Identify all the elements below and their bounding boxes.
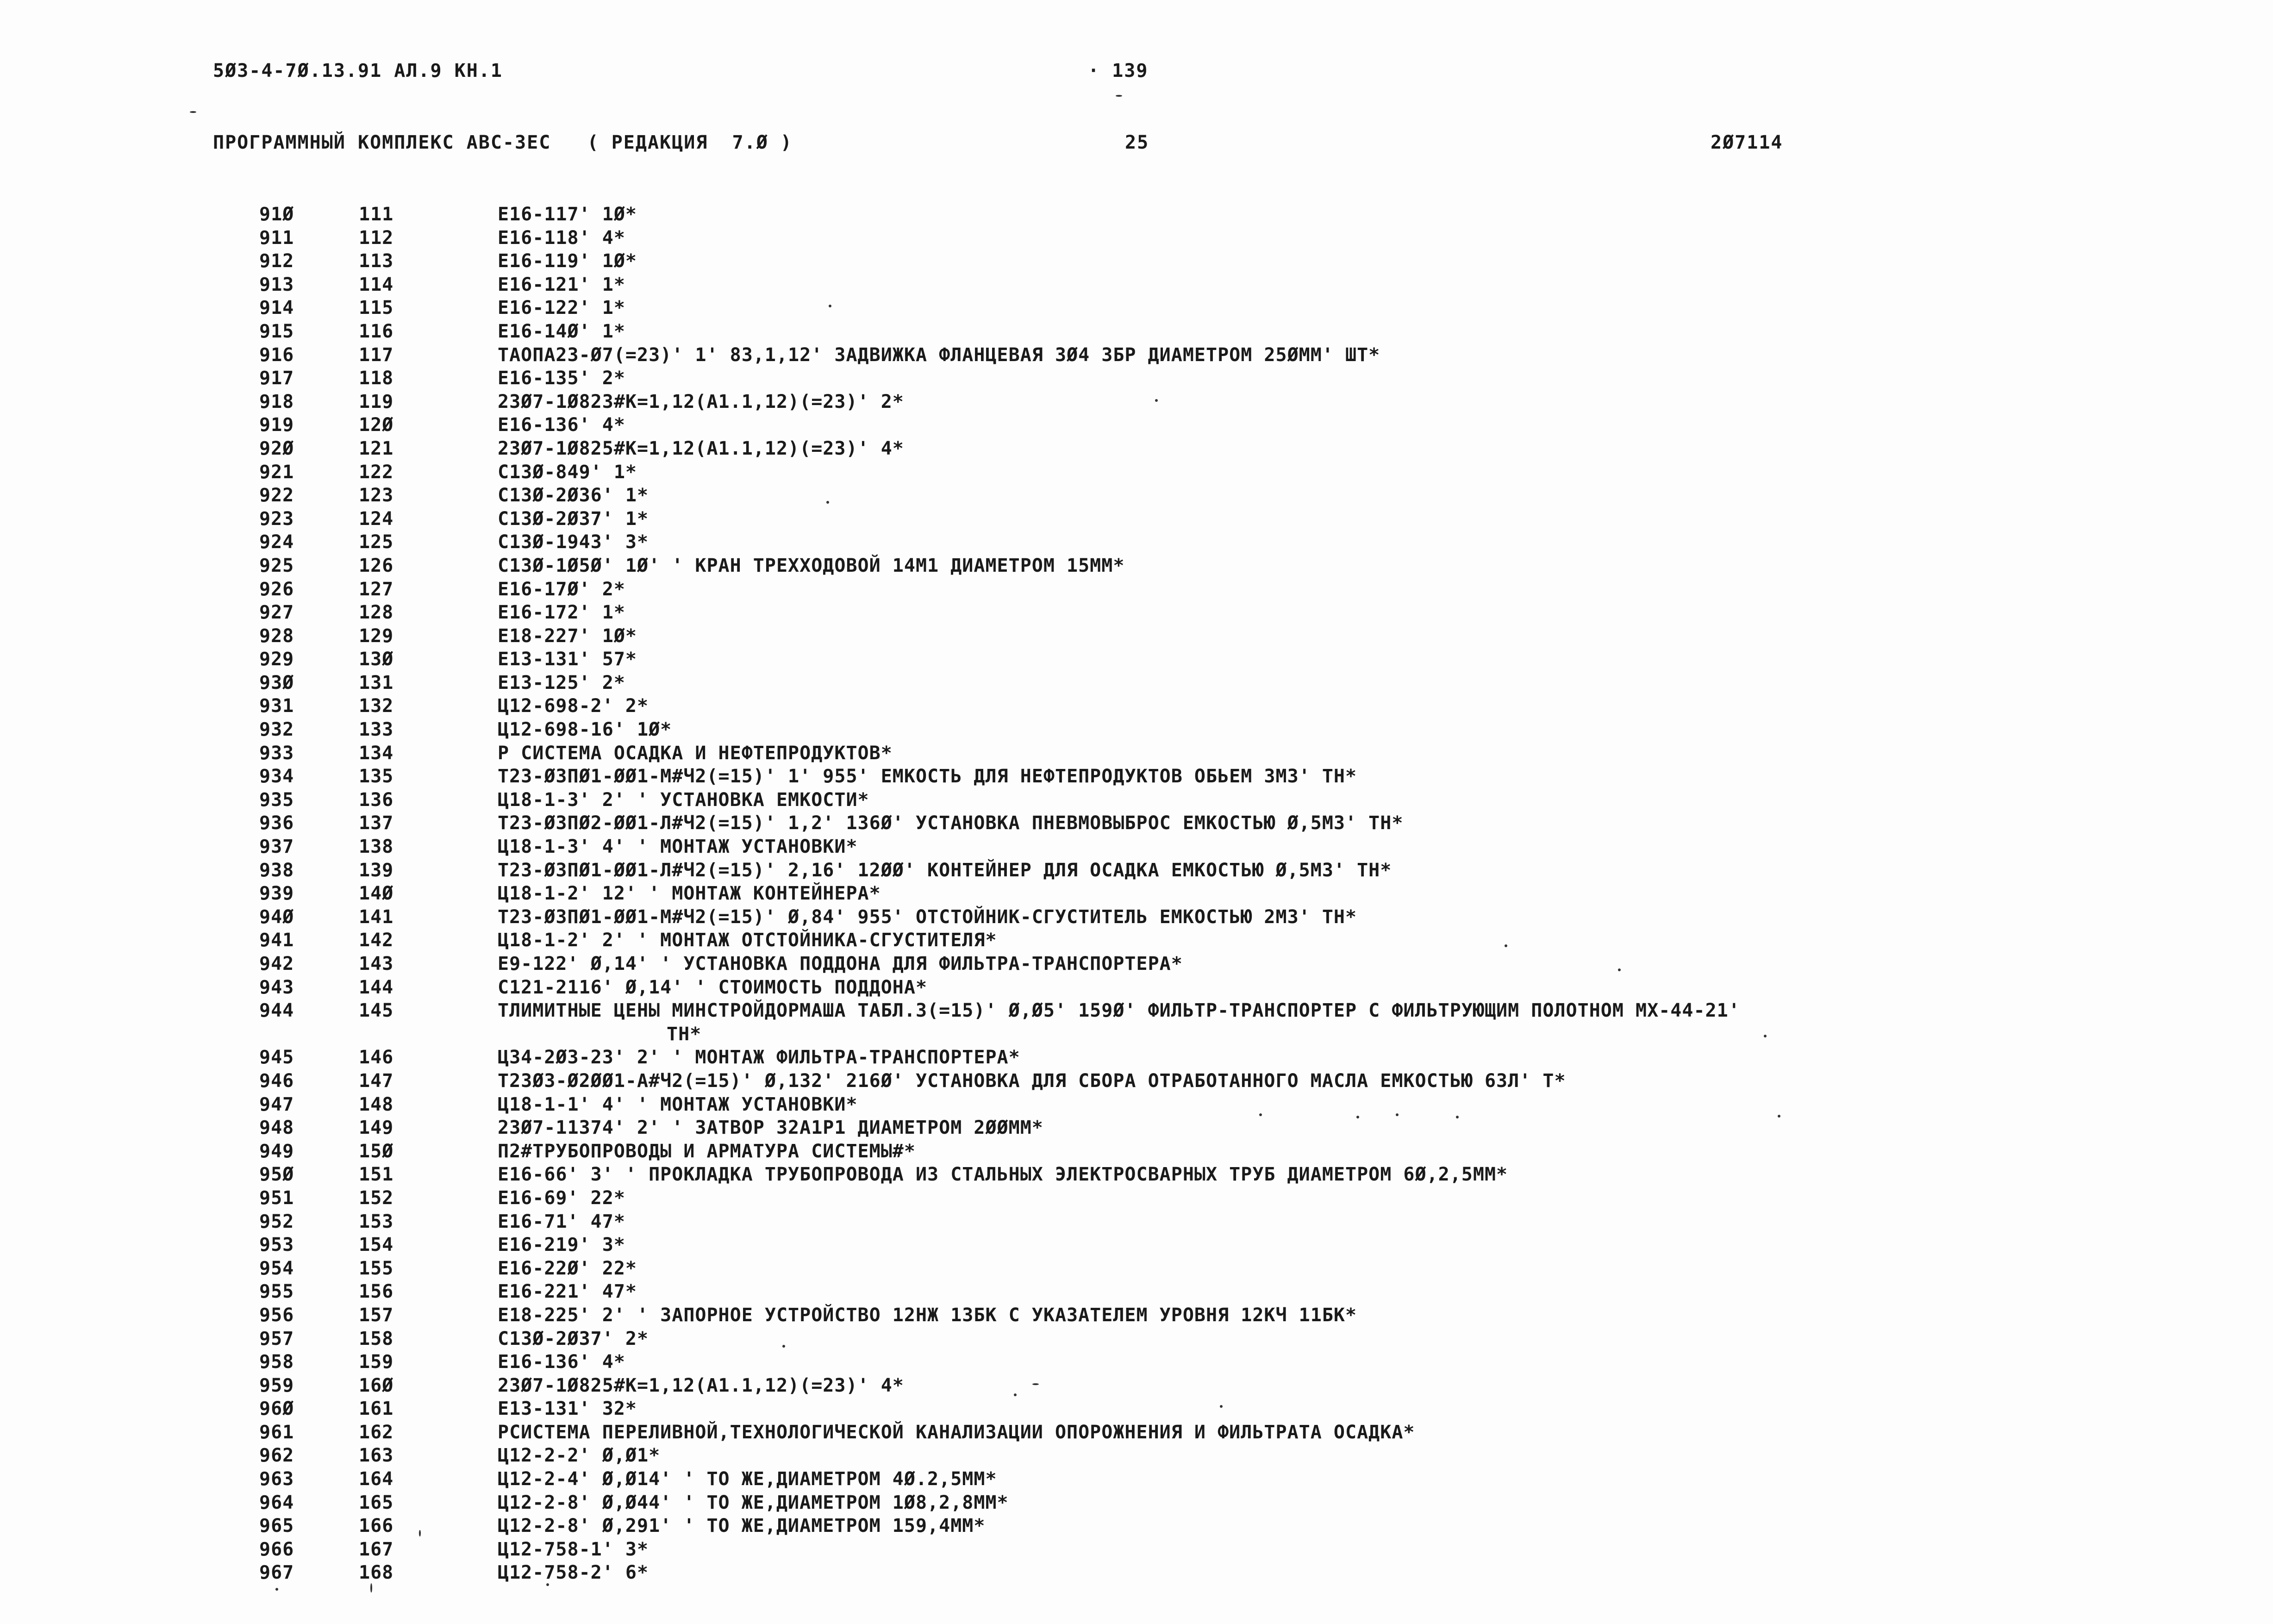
sequence-number: 145 <box>359 1000 394 1022</box>
entry-text: Т23Ø3-Ø2ØØ1-А#Ч2(=15)' Ø,132' 216Ø' УСТАНОВКА ДЛЯ СБОРА ОТРАБОТАННОГО МАСЛА ЕМКОСТЬЮ 63Л' Т* <box>498 1070 1566 1092</box>
listing-row <box>0 226 2273 250</box>
sequence-number: 159 <box>359 1351 394 1373</box>
listing-row <box>0 718 2273 742</box>
sheet-number: 25 <box>1125 132 1149 153</box>
entry-text: Ц12-758-2' 6* <box>498 1562 649 1584</box>
entry-text: Ц12-698-2' 2* <box>498 695 649 717</box>
document-code: 5Ø3-4-7Ø.13.91 АЛ.9 КН.1 <box>213 60 503 81</box>
sequence-number: 112 <box>359 227 394 249</box>
sequence-number: 13Ø <box>359 649 394 670</box>
scan-speck <box>1618 968 1621 971</box>
listing-row <box>0 1538 2273 1562</box>
entry-text: Е9-122' Ø,14' ' УСТАНОВКА ПОДДОНА ДЛЯ ФИЛЬТРА-ТРАНСПОРТЕРА* <box>498 953 1183 974</box>
line-number: 922 <box>259 485 294 506</box>
entry-text: 23Ø7-1Ø825#К=1,12(А1.1,12)(=23)' 4* <box>498 437 904 459</box>
listing-row <box>0 484 2273 507</box>
listing-row <box>0 694 2273 718</box>
sequence-number: 144 <box>359 976 394 998</box>
line-number: 912 <box>259 250 294 272</box>
sequence-number: 166 <box>359 1515 394 1537</box>
entry-text: Е16-71' 47* <box>498 1211 625 1232</box>
listing-row <box>0 1327 2273 1351</box>
scan-speck <box>1396 1113 1399 1116</box>
listing-row <box>0 952 2273 976</box>
sequence-number: 131 <box>359 672 394 693</box>
entry-text: Е13-131' 32* <box>498 1398 637 1420</box>
entry-text: Е16-17Ø' 2* <box>498 578 625 600</box>
line-number: 916 <box>259 344 294 366</box>
sequence-number: 128 <box>359 602 394 624</box>
sequence-number: 117 <box>359 344 394 366</box>
line-number: 957 <box>259 1328 294 1349</box>
sequence-number: 162 <box>359 1421 394 1443</box>
entry-text: ТЛИМИТНЫЕ ЦЕНЫ МИНСТРОЙДОРМАША ТАБЛ.3(=15)' Ø,Ø5' 159Ø' ФИЛЬТР-ТРАНСПОРТЕР С ФИЛЬТРУЮЩИМ ПОЛОТНОМ МХ-44-21' <box>498 1000 1740 1022</box>
line-number: 915 <box>259 320 294 342</box>
listing-row <box>0 578 2273 601</box>
entry-text: 23Ø7-1Ø825#К=1,12(А1.1,12)(=23)' 4* <box>498 1374 904 1396</box>
scan-speck <box>1456 1116 1459 1118</box>
listing-row <box>0 1514 2273 1538</box>
entry-text: РСИСТЕМА ПЕРЕЛИВНОЙ,ТЕХНОЛОГИЧЕСКОЙ КАНАЛИЗАЦИИ ОПОРОЖНЕНИЯ И ФИЛЬТРАТА ОСАДКА* <box>498 1421 1415 1443</box>
sequence-number: 139 <box>359 859 394 881</box>
line-number: 948 <box>259 1117 294 1139</box>
entry-text: Ц18-1-1' 4' ' МОНТАЖ УСТАНОВКИ* <box>498 1093 858 1115</box>
entry-text: Е16-118' 4* <box>498 227 625 249</box>
listing-row <box>0 461 2273 484</box>
entry-text: Ц34-2Ø3-23' 2' ' МОНТАЖ ФИЛЬТРА-ТРАНСПОРТЕРА* <box>498 1047 1020 1068</box>
listing-row <box>0 1210 2273 1234</box>
sequence-number: 154 <box>359 1234 394 1256</box>
listing-row <box>0 437 2273 461</box>
program-title: ПРОГРАММНЫЙ КОМПЛЕКС АВС-3ЕС ( РЕДАКЦИЯ 7.Ø ) <box>213 132 793 153</box>
listing-row <box>0 203 2273 226</box>
line-number: 956 <box>259 1304 294 1326</box>
line-number: 914 <box>259 297 294 319</box>
listing-row <box>0 976 2273 999</box>
listing-row <box>0 1350 2273 1374</box>
listing-row-continuation <box>0 1023 2273 1046</box>
line-number: 95Ø <box>259 1164 294 1186</box>
line-number: 943 <box>259 976 294 998</box>
entry-text: С13Ø-1943' 3* <box>498 531 649 553</box>
entry-text: С121-2116' Ø,14' ' СТОИМОСТЬ ПОДДОНА* <box>498 976 928 998</box>
entry-text: Т23-Ø3ПØ1-ØØ1-М#Ч2(=15)' Ø,84' 955' ОТСТОЙНИК-СГУСТИТЕЛЬ ЕМКОСТЬЮ 2М3' ТН* <box>498 906 1357 928</box>
entry-text: Т23-Ø3ПØ1-ØØ1-Л#Ч2(=15)' 2,16' 12ØØ' КОНТЕЙНЕР ДЛЯ ОСАДКА ЕМКОСТЬЮ Ø,5М3' ТН* <box>498 859 1392 881</box>
entry-text: Е13-131' 57* <box>498 649 637 670</box>
line-number: 921 <box>259 461 294 483</box>
sequence-number: 124 <box>359 508 394 530</box>
entry-text-continuation: ТН* <box>667 1023 702 1045</box>
line-number: 931 <box>259 695 294 717</box>
listing-row <box>0 765 2273 788</box>
listing-row <box>0 812 2273 835</box>
entry-text: Ц12-2-8' Ø,Ø44' ' ТО ЖЕ,ДИАМЕТРОМ 1Ø8,2,8ММ* <box>498 1492 1009 1513</box>
listing-row <box>0 531 2273 554</box>
line-number: 96Ø <box>259 1398 294 1420</box>
sequence-number: 143 <box>359 953 394 974</box>
entry-text: С13Ø-2Ø37' 2* <box>498 1328 649 1349</box>
entry-text: Е18-225' 2' ' ЗАПОРНОЕ УСТРОЙСТВО 12НЖ 13БК С УКАЗАТЕЛЕМ УРОВНЯ 12КЧ 11БК* <box>498 1304 1357 1326</box>
listing-row <box>0 1421 2273 1444</box>
listing-row <box>0 344 2273 367</box>
line-number: 94Ø <box>259 906 294 928</box>
entry-text: Ц12-698-16' 1Ø* <box>498 719 672 741</box>
sequence-number: 15Ø <box>359 1140 394 1162</box>
line-number: 963 <box>259 1468 294 1490</box>
line-number: 965 <box>259 1515 294 1537</box>
line-number: 925 <box>259 555 294 576</box>
listing-row <box>0 1444 2273 1468</box>
sequence-number: 164 <box>359 1468 394 1490</box>
scan-speck <box>829 305 831 307</box>
entry-text: Е16-135' 2* <box>498 368 625 389</box>
sequence-number: 118 <box>359 368 394 389</box>
line-number: 953 <box>259 1234 294 1256</box>
sequence-number: 115 <box>359 297 394 319</box>
entry-text: Е16-136' 4* <box>498 414 625 436</box>
scan-speck <box>419 1530 421 1537</box>
sequence-number: 123 <box>359 485 394 506</box>
sequence-number: 158 <box>359 1328 394 1349</box>
listing-row <box>0 1374 2273 1398</box>
scan-speck <box>1764 1035 1767 1037</box>
entry-text: Ц12-2-4' Ø,Ø14' ' ТО ЖЕ,ДИАМЕТРОМ 4Ø.2,5ММ* <box>498 1468 997 1490</box>
sequence-number: 157 <box>359 1304 394 1326</box>
sequence-number: 14Ø <box>359 883 394 905</box>
listing-row <box>0 1116 2273 1140</box>
sequence-number: 136 <box>359 789 394 811</box>
scan-speck <box>1032 1383 1039 1385</box>
listing-row <box>0 273 2273 297</box>
listing-row <box>0 648 2273 671</box>
scan-speck <box>1778 1115 1780 1118</box>
scan-speck <box>370 1583 372 1593</box>
listing-row <box>0 788 2273 812</box>
line-number: 924 <box>259 531 294 553</box>
sequence-number: 155 <box>359 1257 394 1279</box>
line-number: 958 <box>259 1351 294 1373</box>
entry-text: Е16-69' 22* <box>498 1187 625 1209</box>
entry-text: П2#ТРУБОПРОВОДЫ И АРМАТУРА СИСТЕМЫ#* <box>498 1140 916 1162</box>
entry-text: Е16-172' 1* <box>498 602 625 624</box>
scan-speck <box>1505 944 1507 947</box>
sequence-number: 16Ø <box>359 1374 394 1396</box>
entry-text: Ц18-1-2' 12' ' МОНТАЖ КОНТЕЙНЕРА* <box>498 883 881 905</box>
entry-text: Ц12-2-8' Ø,291' ' ТО ЖЕ,ДИАМЕТРОМ 159,4ММ* <box>498 1515 986 1537</box>
line-number: 937 <box>259 836 294 858</box>
line-number: 911 <box>259 227 294 249</box>
entry-text: 23Ø7-1Ø823#К=1,12(А1.1,12)(=23)' 2* <box>498 391 904 412</box>
line-number: 955 <box>259 1281 294 1303</box>
scan-speck <box>1356 1116 1359 1118</box>
listing-row <box>0 1397 2273 1421</box>
sequence-number: 119 <box>359 391 394 412</box>
line-number: 934 <box>259 766 294 787</box>
sequence-number: 113 <box>359 250 394 272</box>
line-number: 942 <box>259 953 294 974</box>
scan-speck <box>1259 1113 1262 1116</box>
line-number: 945 <box>259 1047 294 1068</box>
sequence-number: 114 <box>359 274 394 295</box>
sequence-number: 146 <box>359 1047 394 1068</box>
entry-text: Е16-22Ø' 22* <box>498 1257 637 1279</box>
listing-row <box>0 929 2273 952</box>
line-number: 961 <box>259 1421 294 1443</box>
line-number: 926 <box>259 578 294 600</box>
line-number: 933 <box>259 742 294 764</box>
entry-text: Е16-122' 1* <box>498 297 625 319</box>
entry-text: Е16-219' 3* <box>498 1234 625 1256</box>
listing-row <box>0 1140 2273 1163</box>
scan-speck <box>546 1583 549 1586</box>
line-number: 962 <box>259 1445 294 1467</box>
estimate-listing <box>0 203 2273 1585</box>
listing-row <box>0 1468 2273 1491</box>
line-number: 918 <box>259 391 294 412</box>
line-number: 91Ø <box>259 204 294 225</box>
sequence-number: 149 <box>359 1117 394 1139</box>
line-number: 939 <box>259 883 294 905</box>
entry-text: Т23-Ø3ПØ2-ØØ1-Л#Ч2(=15)' 1,2' 136Ø' УСТАНОВКА ПНЕВМОВЫБРОС ЕМКОСТЬЮ Ø,5М3' ТН* <box>498 812 1404 834</box>
line-number: 951 <box>259 1187 294 1209</box>
entry-text: Е16-221' 47* <box>498 1281 637 1303</box>
entry-text: Е16-136' 4* <box>498 1351 625 1373</box>
scan-speck <box>1220 1405 1223 1408</box>
sequence-number: 163 <box>359 1445 394 1467</box>
listing-row <box>0 906 2273 929</box>
entry-text: Е16-14Ø' 1* <box>498 320 625 342</box>
listing-row <box>0 554 2273 578</box>
sequence-number: 161 <box>359 1398 394 1420</box>
sequence-number: 122 <box>359 461 394 483</box>
sequence-number: 142 <box>359 930 394 951</box>
entry-text: Е13-125' 2* <box>498 672 625 693</box>
line-number: 919 <box>259 414 294 436</box>
sequence-number: 132 <box>359 695 394 717</box>
sequence-number: 129 <box>359 625 394 647</box>
scan-speck <box>826 501 829 504</box>
sequence-number: 168 <box>359 1562 394 1584</box>
sequence-number: 152 <box>359 1187 394 1209</box>
line-number: 967 <box>259 1562 294 1584</box>
listing-row <box>0 1561 2273 1585</box>
line-number: 966 <box>259 1538 294 1560</box>
listing-row <box>0 507 2273 531</box>
listing-row <box>0 601 2273 625</box>
listing-row <box>0 296 2273 320</box>
sequence-number: 148 <box>359 1093 394 1115</box>
line-number: 947 <box>259 1093 294 1115</box>
listing-row <box>0 1069 2273 1093</box>
sequence-number: 133 <box>359 719 394 741</box>
entry-text: С13Ø-2Ø37' 1* <box>498 508 649 530</box>
entry-text: Е16-66' 3' ' ПРОКЛАДКА ТРУБОПРОВОДА ИЗ СТАЛЬНЫХ ЭЛЕКТРОСВАРНЫХ ТРУБ ДИАМЕТРОМ 6Ø,2,5ММ* <box>498 1164 1508 1186</box>
listing-row <box>0 1046 2273 1069</box>
sequence-number: 134 <box>359 742 394 764</box>
listing-row <box>0 882 2273 906</box>
entry-text: ТАОПА23-Ø7(=23)' 1' 83,1,12' ЗАДВИЖКА ФЛАНЦЕВАЯ 3Ø4 3БР ДИАМЕТРОМ 25ØММ' ШТ* <box>498 344 1380 366</box>
listing-row <box>0 1187 2273 1210</box>
listing-row <box>0 250 2273 273</box>
entry-text: С13Ø-1Ø5Ø' 1Ø' ' КРАН ТРЕХХОДОВОЙ 14М1 ДИАМЕТРОМ 15ММ* <box>498 555 1125 576</box>
scan-speck <box>782 1345 785 1348</box>
line-number: 928 <box>259 625 294 647</box>
sequence-number: 111 <box>359 204 394 225</box>
sequence-number: 127 <box>359 578 394 600</box>
sequence-number: 153 <box>359 1211 394 1232</box>
entry-text: Ц18-1-2' 2' ' МОНТАЖ ОТСТОЙНИКА-СГУСТИТЕЛЯ* <box>498 930 997 951</box>
listing-row <box>0 1491 2273 1515</box>
scan-speck <box>190 111 196 113</box>
line-number: 941 <box>259 930 294 951</box>
scan-speck <box>1014 1393 1017 1396</box>
sequence-number: 165 <box>359 1492 394 1513</box>
listing-row <box>0 835 2273 859</box>
line-number: 927 <box>259 602 294 624</box>
entry-text: Е16-121' 1* <box>498 274 625 295</box>
line-number: 935 <box>259 789 294 811</box>
sequence-number: 126 <box>359 555 394 576</box>
page-number: · 139 <box>1088 60 1149 81</box>
entry-text: С13Ø-849' 1* <box>498 461 637 483</box>
listing-row <box>0 999 2273 1023</box>
line-number: 946 <box>259 1070 294 1092</box>
listing-row <box>0 1257 2273 1280</box>
entry-text: Е16-119' 1Ø* <box>498 250 637 272</box>
line-number: 932 <box>259 719 294 741</box>
entry-text: Т23-Ø3ПØ1-ØØ1-М#Ч2(=15)' 1' 955' ЕМКОСТЬ ДЛЯ НЕФТЕПРОДУКТОВ ОБЬЕМ 3М3' ТН* <box>498 766 1357 787</box>
listing-row <box>0 320 2273 344</box>
line-number: 93Ø <box>259 672 294 693</box>
line-number: 952 <box>259 1211 294 1232</box>
line-number: 92Ø <box>259 437 294 459</box>
listing-row <box>0 625 2273 648</box>
line-number: 929 <box>259 649 294 670</box>
line-number: 949 <box>259 1140 294 1162</box>
line-number: 917 <box>259 368 294 389</box>
sequence-number: 121 <box>359 437 394 459</box>
listing-row <box>0 1163 2273 1187</box>
sequence-number: 137 <box>359 812 394 834</box>
scan-speck <box>275 1588 278 1591</box>
sequence-number: 116 <box>359 320 394 342</box>
sequence-number: 12Ø <box>359 414 394 436</box>
line-number: 938 <box>259 859 294 881</box>
entry-text: Ц12-2-2' Ø,Ø1* <box>498 1445 661 1467</box>
line-number: 964 <box>259 1492 294 1513</box>
line-number: 913 <box>259 274 294 295</box>
sequence-number: 138 <box>359 836 394 858</box>
line-number: 923 <box>259 508 294 530</box>
listing-row <box>0 859 2273 882</box>
listing-row <box>0 1233 2273 1257</box>
listing-row <box>0 413 2273 437</box>
sequence-number: 167 <box>359 1538 394 1560</box>
entry-text: Р СИСТЕМА ОСАДКА И НЕФТЕПРОДУКТОВ* <box>498 742 893 764</box>
listing-row <box>0 367 2273 390</box>
line-number: 936 <box>259 812 294 834</box>
entry-text: Ц18-1-3' 4' ' МОНТАЖ УСТАНОВКИ* <box>498 836 858 858</box>
listing-row <box>0 390 2273 414</box>
entry-text: Ц12-758-1' 3* <box>498 1538 649 1560</box>
entry-text: Е16-117' 1Ø* <box>498 204 637 225</box>
listing-row <box>0 1304 2273 1327</box>
sequence-number: 147 <box>359 1070 394 1092</box>
scan-speck <box>1155 399 1158 402</box>
document-id: 2Ø7114 <box>1711 132 1783 153</box>
listing-row <box>0 671 2273 695</box>
sequence-number: 156 <box>359 1281 394 1303</box>
entry-text: Е18-227' 1Ø* <box>498 625 637 647</box>
entry-text: С13Ø-2Ø36' 1* <box>498 485 649 506</box>
listing-row <box>0 1280 2273 1304</box>
sequence-number: 141 <box>359 906 394 928</box>
line-number: 954 <box>259 1257 294 1279</box>
sequence-number: 125 <box>359 531 394 553</box>
line-number: 959 <box>259 1374 294 1396</box>
scan-speck <box>1116 95 1122 97</box>
entry-text: 23Ø7-11374' 2' ' ЗАТВОР 32А1Р1 ДИАМЕТРОМ 2ØØММ* <box>498 1117 1043 1139</box>
sequence-number: 135 <box>359 766 394 787</box>
listing-row <box>0 1093 2273 1117</box>
sequence-number: 151 <box>359 1164 394 1186</box>
entry-text: Ц18-1-3' 2' ' УСТАНОВКА ЕМКОСТИ* <box>498 789 869 811</box>
listing-row <box>0 742 2273 765</box>
line-number: 944 <box>259 1000 294 1022</box>
